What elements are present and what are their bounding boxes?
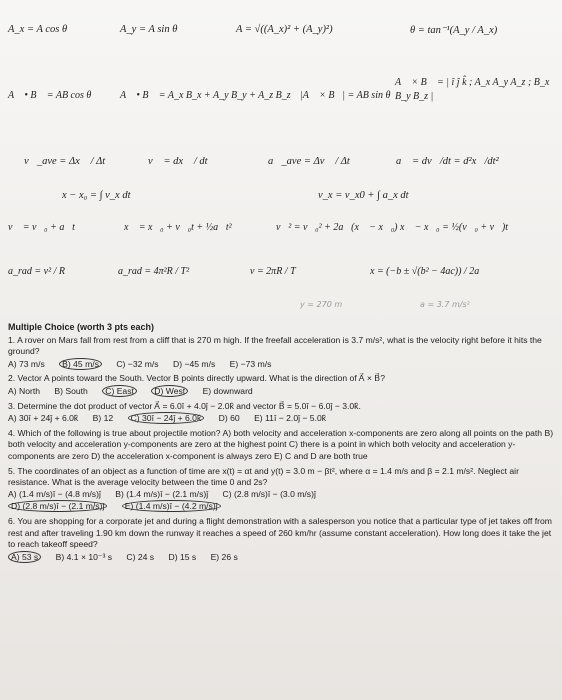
question-5 (8, 466, 556, 513)
multiple-choice-section (8, 322, 556, 566)
formula-dot-cos: A⃗ • B⃗ = AB cos θ (8, 90, 92, 101)
formula-angle: θ = tan⁻¹(A_y / A_x) (410, 25, 498, 36)
choice-b[interactable]: B) (1.4 m/s)î − (2.1 m/s)ĵ (115, 488, 209, 499)
choice-a[interactable]: A) 73 m/s (8, 358, 45, 369)
formula-a-ave: a⃗_ave = Δv⃗ / Δt (268, 156, 350, 167)
choice-a[interactable]: A) 53 s (8, 551, 41, 563)
choice-c[interactable]: C) 30î − 24ĵ + 6.0k̂ (128, 412, 205, 424)
choice-a[interactable]: A) (1.4 m/s)î − (4.8 m/s)ĵ (8, 488, 101, 499)
question-stem: 4. Which of the following is true about projectile motion? A) both velocity and acceleration x-components are zero along all points on the path B) both velocity and acceleration y-components are zero at the highest point C) there is a point in which both velocity and acceleration y-components are zero D) the acceleration x-component is always zero E) C and D are both true (8, 427, 554, 461)
choice-e[interactable]: E) −73 m/s (229, 358, 272, 369)
formula-cross-determinant: A⃗ × B⃗ = | î ĵ k̂ ; A_x A_y A_z ; B_x B_y B_z | (395, 77, 550, 102)
formula-velocity-integral: v_x = v_x0 + ∫ a_x dt (318, 190, 409, 201)
answer-choices (8, 551, 556, 564)
choice-c[interactable]: C) East (102, 385, 137, 397)
answer-choices-row-2 (8, 500, 556, 513)
choice-d[interactable]: D) −45 m/s (173, 358, 216, 369)
formula-ay: A_y = A sin θ (120, 24, 178, 35)
answer-choices (8, 358, 556, 371)
choice-d[interactable]: D) 15 s (168, 551, 197, 562)
answer-choices (8, 489, 556, 501)
choice-e[interactable]: E) 11î − 2.0ĵ − 5.0k̂ (254, 413, 327, 424)
formula-kinematic-1: v⃗ = v⃗₀ + a⃗t (8, 222, 75, 233)
formula-v-ave: v⃗_ave = Δx⃗ / Δt (24, 156, 106, 167)
formula-kinematic-4: x⃗ − x⃗₀ = ½(v⃗₀ + v⃗)t (400, 222, 509, 233)
formula-v-instant: v⃗ = dx⃗ / dt (148, 156, 208, 167)
choice-e[interactable]: E) downward (202, 385, 253, 396)
choice-d[interactable]: D) (2.8 m/s)î − (2.1 m/s)ĵ (8, 500, 107, 512)
formula-ax: A_x = A cos θ (8, 24, 68, 35)
formula-a-instant: a⃗ = dv⃗/dt = d²x⃗/dt² (396, 156, 499, 167)
choice-e[interactable]: E) (1.4 m/s)î − (4.2 m/s)ĵ (122, 500, 221, 512)
choice-d[interactable]: D) West (151, 385, 188, 397)
choice-b[interactable]: B) 12 (92, 413, 114, 424)
question-stem: 5. The coordinates of an object as a function of time are x(t) = αt and y(t) = 3.0 m − βt², where α = 1.4 m/s and β = 2.1 m/s². Neglect air resistance. What is the average velocity between the time 0 and 2s? (8, 465, 519, 488)
choice-c[interactable]: C) (2.8 m/s)î − (3.0 m/s)ĵ (222, 488, 316, 499)
question-stem: 3. Determine the dot product of vector A⃗ = 6.0î + 4.0ĵ − 2.0k̂ and vector B⃗ = 5.0î − 6.0ĵ − 3.0k̂. (8, 400, 361, 411)
formula-centripetal: a_rad = v² / R (8, 266, 65, 277)
answer-choices (8, 385, 556, 398)
choice-a[interactable]: A) 30î + 24ĵ + 6.0k̂ (8, 413, 79, 424)
question-stem: 1. A rover on Mars fall from rest from a cliff that is 270 m high. If the freefall acceleration is 3.7 m/s², what is the velocity right before it hits the ground? (8, 334, 542, 357)
formula-kinematic-2: x⃗ = x⃗₀ + v⃗₀t + ½a⃗t² (124, 222, 232, 233)
choice-c[interactable]: C) −32 m/s (116, 358, 159, 369)
question-stem: 6. You are shopping for a corporate jet and during a flight demonstration with a salesperson you notice that a particular type of jet takes off from rest and after traveling 1.90 km down the runway it reaches a speed of 260 km/hr (assume constant acceleration). How long does it take the jet to reach takeoff speed? (8, 515, 552, 550)
choice-e[interactable]: E) 26 s (210, 551, 238, 562)
choice-b[interactable]: B) 45 m/s (59, 358, 102, 370)
pencil-note-height: y = 270 m (300, 300, 343, 309)
choice-a[interactable]: A) North (8, 385, 40, 396)
formula-kinematic-3: v⃗² = v⃗₀² + 2a⃗(x⃗ − x⃗₀) (276, 222, 398, 233)
answer-choices (8, 412, 556, 425)
question-2 (8, 373, 556, 397)
section-header: Multiple Choice (worth 3 pts each) (8, 322, 155, 332)
question-stem: 2. Vector A points toward the South. Vector B points directly upward. What is the direction of A⃗ × B⃗? (8, 373, 385, 384)
question-1 (8, 335, 556, 371)
formula-position-integral: x − x₀ = ∫ v_x dt (62, 190, 131, 201)
choice-c[interactable]: C) 24 s (126, 551, 155, 562)
formula-cross-sin: |A⃗ × B⃗| = AB sin θ (300, 90, 391, 101)
choice-b[interactable]: B) South (54, 385, 88, 396)
choice-b[interactable]: B) 4.1 × 10⁻³ s (55, 551, 112, 562)
formula-magnitude: A = √((A_x)² + (A_y)²) (236, 24, 333, 35)
formula-speed-period: v = 2πR / T (250, 266, 296, 277)
choice-d[interactable]: D) 60 (218, 413, 240, 424)
pencil-note-accel: a = 3.7 m/s² (420, 300, 470, 309)
formula-quadratic: x = (−b ± √(b² − 4ac)) / 2a (370, 266, 480, 277)
question-6 (8, 516, 556, 563)
formula-centripetal-period: a_rad = 4π²R / T² (118, 266, 190, 277)
formula-dot-components: A⃗ • B⃗ = A_x B_x + A_y B_y + A_z B_z (120, 90, 291, 101)
question-4 (8, 428, 556, 463)
question-3 (8, 401, 556, 425)
